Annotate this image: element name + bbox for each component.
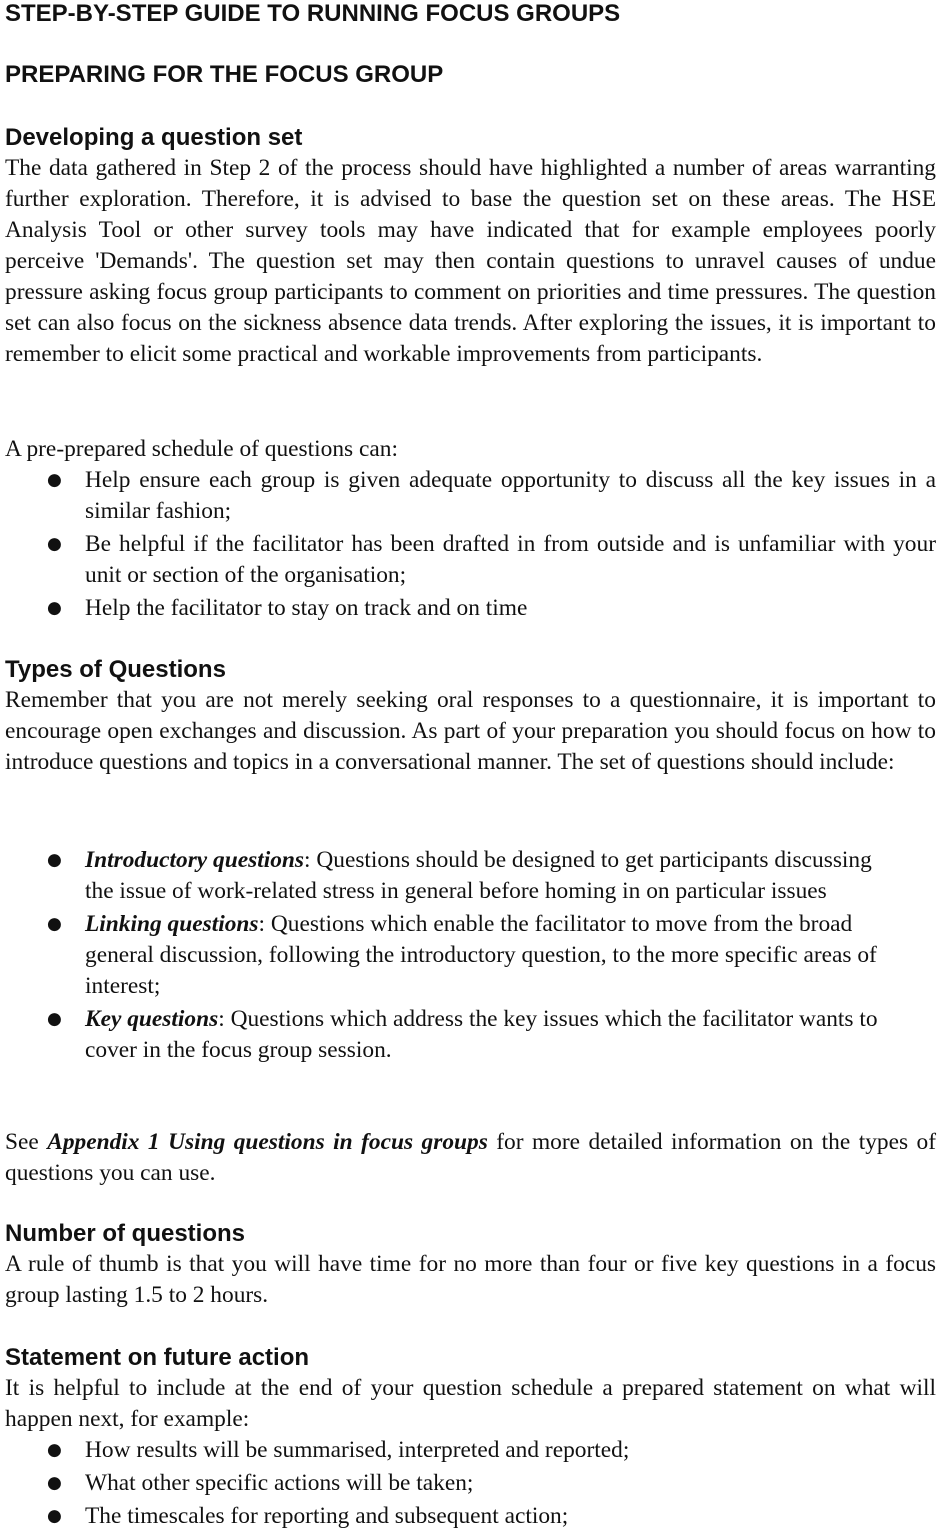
list-item — [5, 1435, 936, 1466]
statement-paragraph: It is helpful to include at the end of your question schedule a prepared statement on what will happen next, for example: — [5, 1375, 936, 1432]
list-item — [5, 845, 885, 907]
types-heading: Types of Questions — [5, 656, 226, 683]
types-section — [5, 656, 936, 778]
section-subtitle: PREPARING FOR THE FOCUS GROUP — [5, 61, 444, 88]
schedule-list — [5, 465, 936, 624]
list-item — [5, 1501, 936, 1532]
appendix-suffix: for more detailed information on the types of questions you can use. — [5, 1129, 936, 1186]
bullet-icon: ● — [47, 850, 62, 870]
bullet-icon: ● — [47, 598, 62, 618]
list-item-text: What other specific actions will be taken; — [85, 1470, 474, 1496]
list-item-term: Key questions — [85, 1006, 219, 1032]
schedule-intro: A pre-prepared schedule of questions can: — [5, 436, 398, 462]
list-item — [5, 465, 936, 527]
list-item-term: Linking questions — [85, 911, 259, 937]
document-title: STEP-BY-STEP GUIDE TO RUNNING FOCUS GROUPS — [5, 0, 621, 27]
list-item-text: : Questions should be designed to get participants discussing the issue of work-related stress in general before homing in on particular issues — [85, 847, 872, 904]
statement-list — [5, 1435, 936, 1532]
appendix-link: Appendix 1 Using questions in focus groups — [47, 1129, 488, 1155]
appendix-reference — [5, 1127, 936, 1189]
bullet-icon: ● — [47, 1440, 62, 1460]
question-set-heading: Developing a question set — [5, 124, 303, 151]
list-item-text: : Questions which enable the facilitator to move from the broad general discussion, following the introductory question, to the more specific areas of interest; — [85, 911, 877, 999]
bullet-icon: ● — [47, 1506, 62, 1526]
question-set-section — [5, 124, 936, 370]
question-set-paragraph: The data gathered in Step 2 of the process should have highlighted a number of areas warranting further exploration. Therefore, it is advised to base the question set on these areas. The HSE Analysis Tool or other survey tools may have indicated that for example employees poorly perceive 'Demands'. The question set may then contain questions to unravel causes of undue pressure asking focus group participants to comment on priorities and time pressures. The question set can also focus on the sickness absence data trends. After exploring the issues, it is important to remember to elicit some practical and workable improvements from participants. — [5, 155, 936, 367]
bullet-icon: ● — [47, 470, 62, 490]
question-types-list — [5, 845, 885, 1066]
list-item-text: Be helpful if the facilitator has been drafted in from outside and is unfamiliar with your unit or section of the organisation; — [85, 531, 936, 588]
bullet-icon: ● — [47, 534, 62, 554]
list-item-text: The timescales for reporting and subsequent action; — [85, 1503, 569, 1529]
list-item — [5, 1468, 936, 1499]
list-item-text: How results will be summarised, interpreted and reported; — [85, 1437, 630, 1463]
list-item — [5, 593, 936, 624]
list-item-text: Help the facilitator to stay on track and on time — [85, 595, 528, 621]
statement-section — [5, 1344, 936, 1534]
schedule-section — [5, 434, 936, 626]
appendix-prefix: See — [5, 1129, 48, 1155]
list-item-text: Help ensure each group is given adequate opportunity to discuss all the key issues in a similar fashion; — [85, 467, 936, 524]
list-item — [5, 529, 936, 591]
list-item — [5, 1004, 885, 1066]
types-paragraph: Remember that you are not merely seeking oral responses to a questionnaire, it is important to encourage open exchanges and discussion. As part of your preparation you should focus on how to introduce questions and topics in a conversational manner. The set of questions should include: — [5, 687, 936, 775]
bullet-icon: ● — [47, 1473, 62, 1493]
list-item-term: Introductory questions — [85, 847, 305, 873]
question-types-list-wrap — [5, 845, 885, 1068]
list-item — [5, 909, 885, 1002]
bullet-icon: ● — [47, 914, 62, 934]
number-section — [5, 1220, 936, 1311]
statement-heading: Statement on future action — [5, 1344, 310, 1371]
number-heading: Number of questions — [5, 1220, 246, 1247]
list-item-text: : Questions which address the key issues which the facilitator wants to cover in the focus group session. — [85, 1006, 878, 1063]
number-paragraph: A rule of thumb is that you will have time for no more than four or five key questions in a focus group lasting 1.5 to 2 hours. — [5, 1251, 936, 1308]
bullet-icon: ● — [47, 1009, 62, 1029]
